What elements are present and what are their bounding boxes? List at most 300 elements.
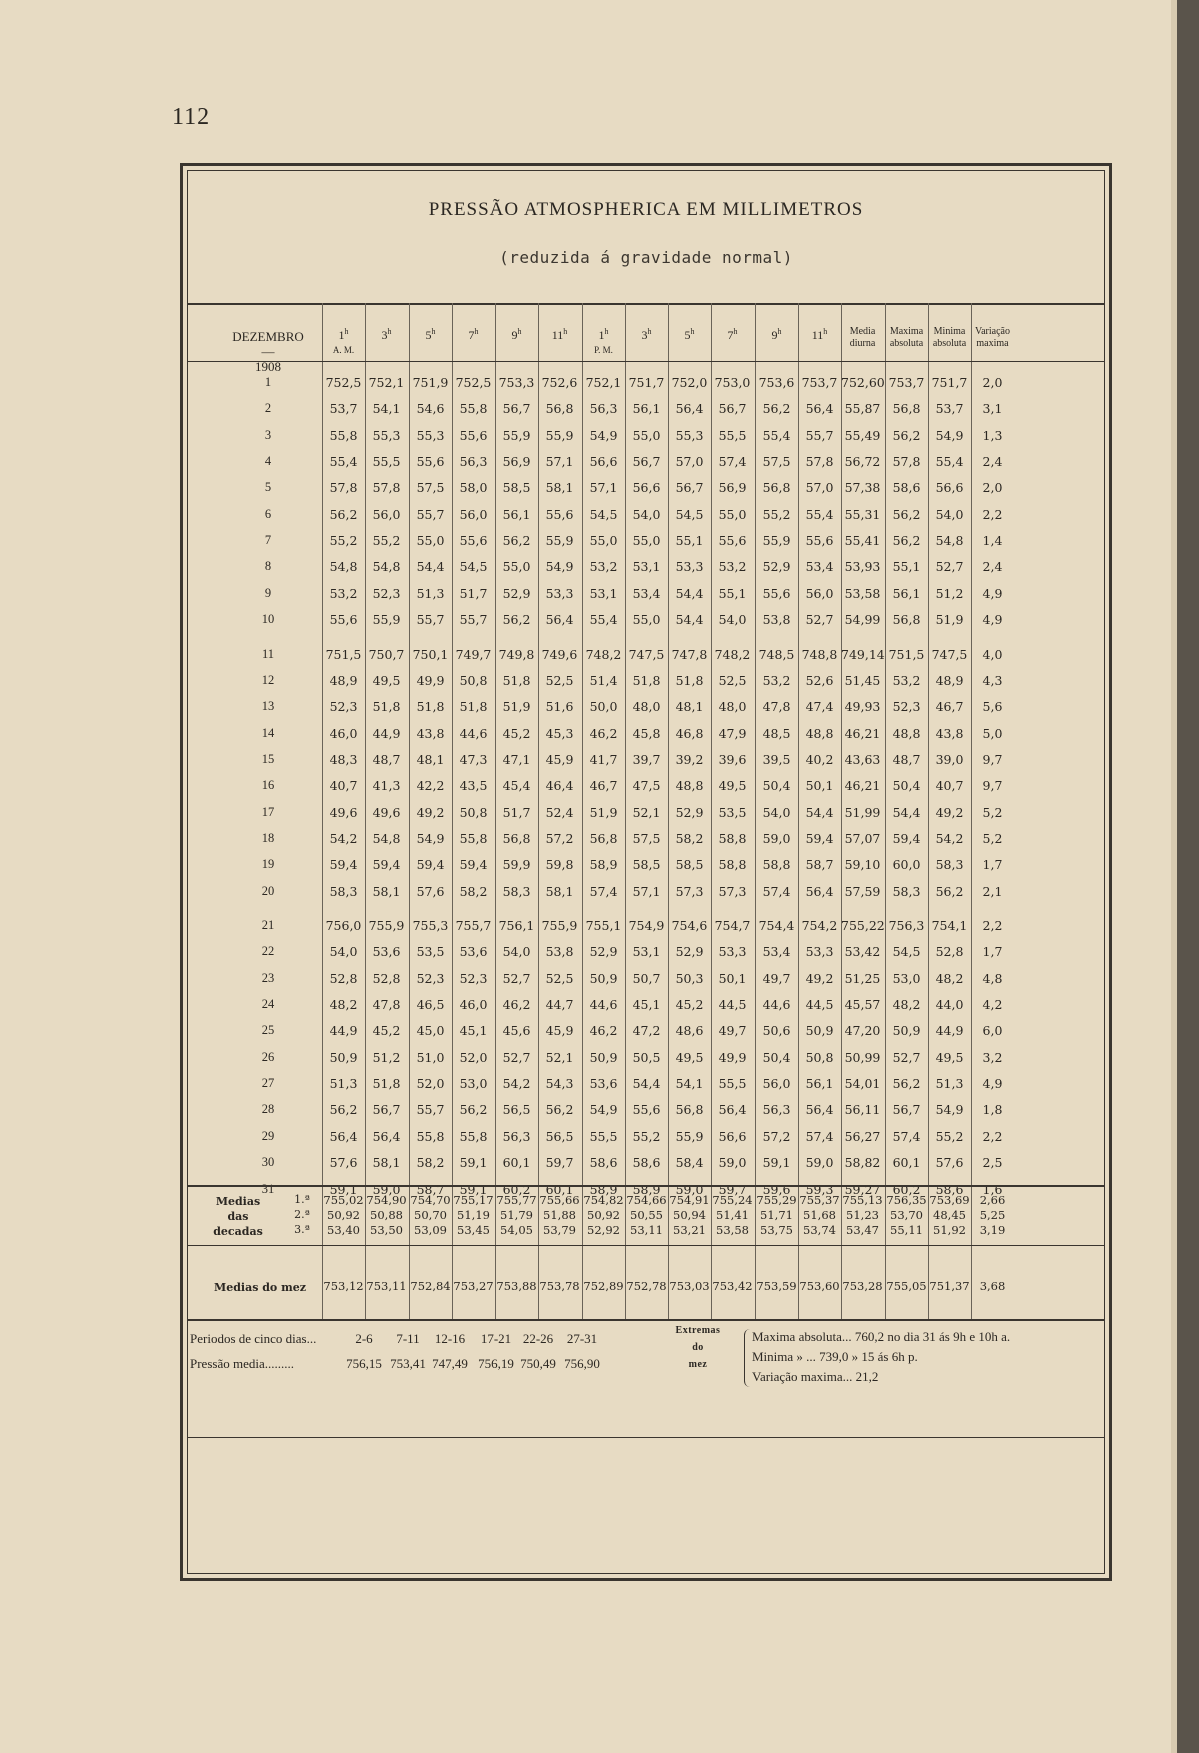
- table-cell: 59,0: [718, 1155, 747, 1171]
- table-cell: 4,9: [982, 585, 1003, 601]
- table-cell: 54,9: [589, 427, 618, 443]
- hour-header: [582, 325, 625, 342]
- hour-unit: h: [517, 327, 522, 336]
- table-cell: 756,3: [888, 918, 925, 933]
- table-cell: 53,5: [718, 804, 747, 820]
- table-cell: 45,8: [632, 725, 661, 741]
- table-cell: 52,3: [892, 699, 921, 715]
- table-cell: 58,2: [459, 883, 488, 899]
- bottom-rule: [188, 1437, 1104, 1438]
- table-cell: 53,1: [632, 944, 661, 960]
- day-number: 21: [261, 918, 275, 932]
- table-cell: 58,82: [844, 1155, 881, 1171]
- table-cell: 59,0: [805, 1155, 834, 1171]
- table-cell: 50,9: [589, 970, 618, 986]
- table-cell: 54,8: [372, 559, 401, 575]
- table-cell: 55,4: [329, 454, 358, 470]
- table-cell: 59,7: [718, 1181, 747, 1197]
- table-cell: 52,0: [416, 1076, 445, 1092]
- table-cell: 48,9: [935, 672, 964, 688]
- table-cell: 56,0: [459, 506, 488, 522]
- table-cell: 748,5: [758, 646, 795, 662]
- table-cell: 55,7: [416, 1102, 445, 1118]
- month-cell: 752,78: [626, 1279, 667, 1293]
- table-cell: 1,8: [982, 1102, 1003, 1118]
- table-cell: 54,5: [589, 506, 618, 522]
- table-cell: 56,2: [892, 427, 921, 443]
- table-cell: 50,6: [762, 1023, 791, 1039]
- hour-header: [409, 325, 452, 342]
- table-cell: 46,7: [935, 699, 964, 715]
- hour-header: [798, 325, 841, 342]
- table-cell: 55,0: [502, 559, 531, 575]
- table-cell: 51,8: [675, 672, 704, 688]
- table-cell: 57,2: [762, 1128, 791, 1144]
- table-cell: 49,9: [718, 1049, 747, 1065]
- hour-unit: h: [563, 327, 568, 336]
- table-cell: 55,3: [675, 427, 704, 443]
- decade-mark: 3.ª: [294, 1223, 310, 1236]
- table-cell: 55,9: [372, 612, 401, 628]
- table-cell: 56,4: [805, 401, 834, 417]
- table-cell: 48,5: [762, 725, 791, 741]
- header-bottom-rule: [188, 361, 1104, 362]
- table-cell: 46,2: [589, 725, 618, 741]
- table-cell: 52,8: [372, 970, 401, 986]
- table-cell: 58,9: [589, 1181, 618, 1197]
- periods-label: Periodos de cinco dias...: [190, 1331, 317, 1346]
- table-cell: 55,6: [416, 454, 445, 470]
- table-cell: 754,7: [714, 918, 751, 933]
- table-cell: 53,4: [805, 559, 834, 575]
- decade-cell: 3,19: [979, 1223, 1006, 1237]
- table-cell: 59,4: [805, 830, 834, 846]
- table-cell: 54,3: [545, 1076, 574, 1092]
- table-cell: 56,4: [329, 1128, 358, 1144]
- table-cell: 56,5: [545, 1128, 574, 1144]
- table-cell: 54,1: [675, 1076, 704, 1092]
- hour-value: 7: [468, 328, 475, 342]
- table-cell: 755,1: [585, 918, 622, 933]
- table-cell: 51,2: [935, 585, 964, 601]
- period-pressure: 756,15: [346, 1356, 382, 1371]
- decade-cell: 53,47: [846, 1223, 879, 1237]
- table-cell: 58,0: [459, 480, 488, 496]
- table-cell: 51,6: [545, 699, 574, 715]
- table-cell: 56,6: [935, 480, 964, 496]
- table-cell: 47,1: [502, 751, 531, 767]
- table-cell: 57,4: [805, 1128, 834, 1144]
- table-cell: 49,2: [935, 804, 964, 820]
- table-cell: 56,2: [892, 1076, 921, 1092]
- table-cell: 56,27: [844, 1128, 881, 1144]
- hour-header: [668, 325, 711, 342]
- table-cell: 53,4: [632, 585, 661, 601]
- decade-cell: 53,75: [760, 1223, 793, 1237]
- table-cell: 53,3: [718, 944, 747, 960]
- table-cell: 59,27: [844, 1181, 881, 1197]
- table-cell: 57,8: [805, 454, 834, 470]
- table-cell: 56,7: [372, 1102, 401, 1118]
- table-cell: 56,4: [718, 1102, 747, 1118]
- table-cell: 47,4: [805, 699, 834, 715]
- table-cell: 57,4: [589, 883, 618, 899]
- decade-cell: 754,66: [626, 1193, 667, 1207]
- table-cell: 56,4: [545, 612, 574, 628]
- table-cell: 59,4: [459, 857, 488, 873]
- table-cell: 51,8: [372, 699, 401, 715]
- table-cell: 50,4: [762, 778, 791, 794]
- day-number: 12: [261, 672, 275, 687]
- table-cell: 56,4: [372, 1128, 401, 1144]
- header-top-rule: [188, 303, 1104, 305]
- variacao-header-2: maxima: [976, 338, 1009, 349]
- hour-unit: h: [431, 327, 436, 336]
- table-cell: 44,6: [459, 725, 488, 741]
- table-cell: 52,6: [805, 672, 834, 688]
- table-cell: 53,58: [844, 585, 881, 601]
- table-cell: 49,5: [675, 1049, 704, 1065]
- day-number: 22: [261, 944, 275, 959]
- table-cell: 755,3: [412, 918, 449, 933]
- table-cell: 53,2: [762, 672, 791, 688]
- decade-cell: 756,35: [886, 1193, 927, 1207]
- table-cell: 55,4: [935, 454, 964, 470]
- table-cell: 40,7: [329, 778, 358, 794]
- table-cell: 54,5: [675, 506, 704, 522]
- table-cell: 53,0: [892, 970, 921, 986]
- table-cell: 57,07: [844, 830, 881, 846]
- table-cell: 50,5: [632, 1049, 661, 1065]
- decade-cell: 53,70: [890, 1208, 923, 1222]
- table-cell: 51,7: [502, 804, 531, 820]
- table-cell: 755,9: [368, 918, 405, 933]
- table-cell: 50,8: [805, 1049, 834, 1065]
- table-cell: 51,45: [844, 672, 881, 688]
- table-cell: 49,6: [372, 804, 401, 820]
- table-cell: 50,7: [632, 970, 661, 986]
- table-cell: 50,3: [675, 970, 704, 986]
- table-cell: 54,9: [589, 1102, 618, 1118]
- decade-cell: 48,45: [933, 1208, 966, 1222]
- table-cell: 55,0: [632, 533, 661, 549]
- table-cell: 750,1: [412, 646, 449, 662]
- decade-cell: 51,92: [933, 1223, 966, 1237]
- day-number: 28: [261, 1102, 275, 1117]
- extremes-line-3: Variação maxima... 21,2: [752, 1369, 879, 1384]
- table-cell: 5,6: [982, 699, 1003, 715]
- table-cell: 57,8: [372, 480, 401, 496]
- month-cell: 753,03: [669, 1279, 710, 1293]
- year: 1908: [255, 359, 281, 374]
- table-cell: 751,7: [931, 375, 968, 390]
- table-cell: 49,7: [762, 970, 791, 986]
- decade-cell: 51,68: [803, 1208, 836, 1222]
- table-cell: 56,0: [805, 585, 834, 601]
- table-cell: 51,3: [416, 585, 445, 601]
- table-cell: 57,3: [675, 883, 704, 899]
- table-cell: 44,7: [545, 997, 574, 1013]
- table-cell: 55,2: [329, 533, 358, 549]
- table-cell: 58,9: [589, 857, 618, 873]
- table-cell: 58,1: [372, 883, 401, 899]
- table-cell: 55,0: [718, 506, 747, 522]
- table-cell: 9,7: [982, 778, 1003, 794]
- decade-cell: 50,92: [327, 1208, 360, 1222]
- table-cell: 56,1: [892, 585, 921, 601]
- decade-cell: 755,37: [799, 1193, 840, 1207]
- table-cell: 4,9: [982, 612, 1003, 628]
- table-cell: 49,6: [329, 804, 358, 820]
- day-number: 23: [261, 970, 275, 985]
- hour-value: 5: [425, 328, 432, 342]
- table-cell: 39,2: [675, 751, 704, 767]
- decade-cell: 50,70: [414, 1208, 447, 1222]
- hour-value: 7: [727, 328, 734, 342]
- table-cell: 46,0: [459, 997, 488, 1013]
- table-cell: 59,0: [762, 830, 791, 846]
- decade-cell: 50,88: [370, 1208, 403, 1222]
- table-cell: 56,8: [502, 830, 531, 846]
- day-number: 27: [261, 1076, 275, 1091]
- extremes-brace: [744, 1329, 751, 1387]
- table-cell: 755,9: [541, 918, 578, 933]
- table-cell: 53,1: [589, 585, 618, 601]
- table-cell: 44,9: [329, 1023, 358, 1039]
- table-cell: 51,7: [459, 585, 488, 601]
- table-cell: 46,2: [589, 1023, 618, 1039]
- hour-header: [365, 325, 408, 342]
- month-cell: 3,68: [979, 1279, 1006, 1293]
- table-cell: 55,49: [844, 427, 881, 443]
- table-cell: 55,8: [416, 1128, 445, 1144]
- table-cell: 56,4: [805, 883, 834, 899]
- table-cell: 53,2: [589, 559, 618, 575]
- decade-cell: 755,02: [323, 1193, 364, 1207]
- hour-value: 1: [338, 328, 345, 342]
- extremes-label-3: mez: [688, 1359, 708, 1370]
- table-cell: 47,3: [459, 751, 488, 767]
- table-cell: 50,1: [718, 970, 747, 986]
- decade-cell: 51,19: [457, 1208, 490, 1222]
- table-cell: 756,0: [325, 918, 362, 933]
- table-cell: 56,4: [675, 401, 704, 417]
- table-cell: 56,4: [805, 1102, 834, 1118]
- table-cell: 46,2: [502, 997, 531, 1013]
- table-cell: 52,7: [805, 612, 834, 628]
- table-cell: 53,1: [632, 559, 661, 575]
- media-header-2: diurna: [849, 338, 876, 349]
- hour-value: 3: [641, 328, 648, 342]
- extremes-label-1: Extremas: [675, 1325, 721, 1336]
- decade-cell: 53,11: [630, 1223, 663, 1237]
- table-cell: 55,2: [935, 1128, 964, 1144]
- table-cell: 52,7: [892, 1049, 921, 1065]
- table-cell: 45,4: [502, 778, 531, 794]
- period-pressure: 756,90: [564, 1356, 600, 1371]
- table-cell: 45,6: [502, 1023, 531, 1039]
- table-cell: 49,2: [416, 804, 445, 820]
- table-cell: 748,2: [714, 646, 751, 662]
- table-cell: 47,9: [718, 725, 747, 741]
- table-cell: 4,8: [982, 970, 1003, 986]
- month-cell: 753,59: [756, 1279, 797, 1293]
- table-cell: 752,60: [841, 375, 885, 390]
- month-cell: 753,60: [799, 1279, 840, 1293]
- table-cell: 58,3: [329, 883, 358, 899]
- table-cell: 46,21: [844, 725, 881, 741]
- table-cell: 751,9: [412, 375, 449, 390]
- table-cell: 56,3: [459, 454, 488, 470]
- hour-unit: h: [690, 327, 695, 336]
- table-cell: 48,2: [329, 997, 358, 1013]
- table-cell: 55,6: [805, 533, 834, 549]
- decade-cell: 53,79: [543, 1223, 576, 1237]
- table-cell: 49,2: [805, 970, 834, 986]
- table-cell: 51,8: [502, 672, 531, 688]
- table-cell: 58,9: [632, 1181, 661, 1197]
- table-cell: 49,5: [935, 1049, 964, 1065]
- table-cell: 52,8: [329, 970, 358, 986]
- hour-header: [322, 325, 365, 342]
- month-cell: 753,88: [496, 1279, 537, 1293]
- footer-rule: [188, 1319, 1104, 1321]
- table-cell: 40,7: [935, 778, 964, 794]
- table-cell: 60,2: [502, 1181, 531, 1197]
- table-cell: 60,2: [892, 1181, 921, 1197]
- table-cell: 54,0: [718, 612, 747, 628]
- day-number: 29: [261, 1128, 275, 1143]
- table-cell: 754,1: [931, 918, 968, 933]
- table-cell: 55,0: [632, 427, 661, 443]
- table-cell: 58,7: [416, 1181, 445, 1197]
- decade-cell: 755,17: [453, 1193, 494, 1207]
- period-range: 7-11: [396, 1331, 420, 1346]
- table-title: PRESSÃO ATMOSPHERICA EM MILLIMETROS: [428, 199, 864, 220]
- month-cell: 753,11: [366, 1279, 407, 1293]
- table-cell: 55,2: [372, 533, 401, 549]
- table-cell: 50,9: [805, 1023, 834, 1039]
- hour-unit: h: [647, 327, 652, 336]
- decade-cell: 755,13: [842, 1193, 883, 1207]
- day-number: 3: [264, 427, 272, 442]
- hour-header: [452, 325, 495, 342]
- table-cell: 1,6: [982, 1181, 1003, 1197]
- table-cell: 58,3: [892, 883, 921, 899]
- month-rule: [188, 1245, 1104, 1246]
- table-cell: 57,8: [329, 480, 358, 496]
- table-cell: 59,1: [329, 1181, 358, 1197]
- table-cell: 54,0: [329, 944, 358, 960]
- table-cell: 48,1: [416, 751, 445, 767]
- table-cell: 56,2: [329, 506, 358, 522]
- table-cell: 47,8: [372, 997, 401, 1013]
- table-cell: 57,5: [762, 454, 791, 470]
- table-cell: 56,11: [844, 1102, 881, 1118]
- table-cell: 45,57: [844, 997, 881, 1013]
- table-cell: 57,4: [718, 454, 747, 470]
- table-cell: 51,4: [589, 672, 618, 688]
- month-header: [198, 326, 338, 378]
- table-cell: 2,0: [982, 375, 1003, 390]
- hour-unit: h: [604, 327, 609, 336]
- month-cell: 753,78: [539, 1279, 580, 1293]
- period-range: 22-26: [522, 1331, 554, 1346]
- decade-cell: 53,40: [327, 1223, 360, 1237]
- table-cell: 2,4: [982, 454, 1003, 470]
- maxima-header-1: Maxima: [889, 326, 924, 337]
- table-cell: 753,3: [498, 375, 535, 390]
- period-range: 12-16: [434, 1331, 466, 1346]
- table-cell: 59,4: [892, 830, 921, 846]
- table-cell: 754,2: [801, 918, 838, 933]
- table-cell: 59,1: [459, 1181, 488, 1197]
- table-cell: 55,3: [372, 427, 401, 443]
- table-cell: 56,2: [502, 533, 531, 549]
- table-frame: [180, 163, 1112, 1581]
- table-cell: 56,6: [589, 454, 618, 470]
- table-cell: 54,8: [372, 830, 401, 846]
- table-cell: 57,1: [545, 454, 574, 470]
- decade-cell: 755,66: [539, 1193, 580, 1207]
- table-cell: 43,8: [416, 725, 445, 741]
- table-cell: 48,0: [632, 699, 661, 715]
- table-cell: 49,7: [718, 1023, 747, 1039]
- extremes-label-2: do: [692, 1342, 704, 1353]
- hour-header: [625, 325, 668, 342]
- table-cell: 753,7: [801, 375, 838, 390]
- table-cell: 51,99: [844, 804, 881, 820]
- decade-cell: 53,45: [457, 1223, 490, 1237]
- table-cell: 755,7: [455, 918, 492, 933]
- table-cell: 55,0: [589, 533, 618, 549]
- table-cell: 58,2: [416, 1155, 445, 1171]
- table-cell: 51,8: [372, 1076, 401, 1092]
- table-cell: 1,4: [982, 533, 1003, 549]
- table-cell: 56,9: [718, 480, 747, 496]
- table-cell: 748,8: [801, 646, 838, 662]
- decade-cell: 54,05: [500, 1223, 533, 1237]
- decade-cell: 53,74: [803, 1223, 836, 1237]
- table-cell: 57,6: [416, 883, 445, 899]
- table-cell: 56,3: [502, 1128, 531, 1144]
- table-cell: 60,0: [892, 857, 921, 873]
- table-cell: 52,5: [545, 672, 574, 688]
- decade-cell: 52,92: [587, 1223, 620, 1237]
- table-cell: 60,1: [502, 1155, 531, 1171]
- hour-unit: h: [823, 327, 828, 336]
- decade-cell: 754,90: [366, 1193, 407, 1207]
- table-cell: 56,5: [502, 1102, 531, 1118]
- table-cell: 2,0: [982, 480, 1003, 496]
- table-cell: 52,3: [416, 970, 445, 986]
- table-cell: 1,7: [982, 944, 1003, 960]
- table-cell: 47,20: [844, 1023, 881, 1039]
- table-cell: 52,9: [502, 585, 531, 601]
- table-cell: 54,4: [805, 804, 834, 820]
- hour-header: [495, 325, 538, 342]
- table-cell: 54,1: [372, 401, 401, 417]
- table-cell: 53,5: [416, 944, 445, 960]
- table-cell: 50,0: [589, 699, 618, 715]
- extremes-line-2: Minima » ... 739,0 » 15 ás 6h p.: [752, 1349, 918, 1364]
- period-pressure: 753,41: [390, 1356, 426, 1371]
- table-cell: 50,4: [762, 1049, 791, 1065]
- table-cell: 51,9: [502, 699, 531, 715]
- table-cell: 752,1: [585, 375, 622, 390]
- day-number: 14: [261, 725, 275, 740]
- table-cell: 52,1: [632, 804, 661, 820]
